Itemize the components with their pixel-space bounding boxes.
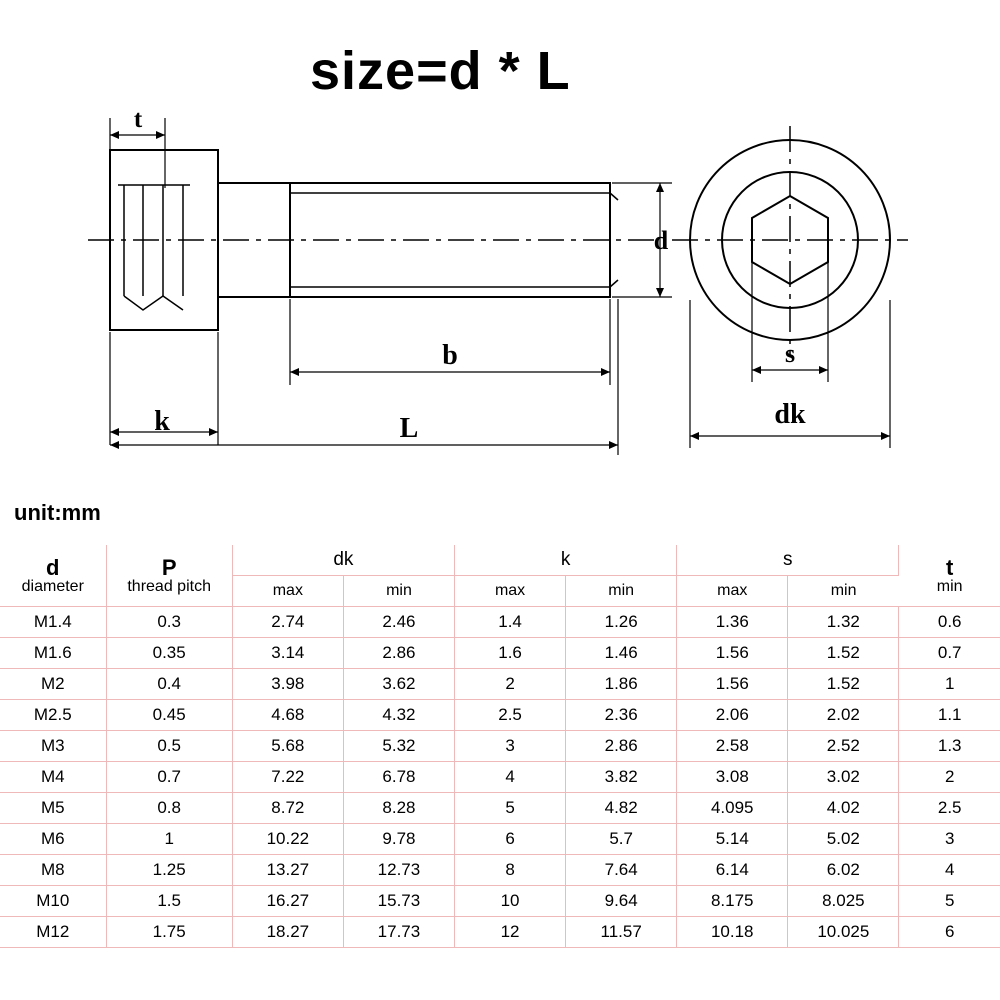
cell-dk-max: 8.72: [232, 793, 343, 824]
cell-s-max: 1.56: [677, 669, 788, 700]
cell-t-min: 2.5: [899, 793, 1000, 824]
cell-k-max: 12: [455, 917, 566, 948]
cell-k-max: 3: [455, 731, 566, 762]
cell-s-min: 2.52: [788, 731, 899, 762]
table-row: [0, 793, 1000, 824]
cell-t-min: 3: [899, 824, 1000, 855]
cell-dk-max: 10.22: [232, 824, 343, 855]
cell-dk-max: 7.22: [232, 762, 343, 793]
cell-k-max: 4: [455, 762, 566, 793]
cell-dk-min: 2.46: [343, 607, 454, 638]
label-k: k: [154, 406, 170, 437]
cell-k-max: 1.6: [455, 638, 566, 669]
header-dk: dk: [232, 545, 454, 576]
cell-k-min: 3.82: [566, 762, 677, 793]
cell-p: 0.35: [106, 638, 232, 669]
cell-d: M1.6: [0, 638, 106, 669]
cell-k-min: 7.64: [566, 855, 677, 886]
cell-d: M12: [0, 917, 106, 948]
cell-s-min: 8.025: [788, 886, 899, 917]
cell-k-max: 8: [455, 855, 566, 886]
header-t-sub: min: [936, 577, 963, 595]
cell-p: 1.25: [106, 855, 232, 886]
cell-k-max: 10: [455, 886, 566, 917]
cell-s-max: 2.58: [677, 731, 788, 762]
cell-s-min: 6.02: [788, 855, 899, 886]
cell-s-min: 10.025: [788, 917, 899, 948]
table-row: [0, 638, 1000, 669]
cell-dk-min: 5.32: [343, 731, 454, 762]
dimension-table: [0, 545, 1000, 948]
cell-d: M2: [0, 669, 106, 700]
cell-dk-min: 6.78: [343, 762, 454, 793]
cell-k-min: 9.64: [566, 886, 677, 917]
cell-dk-max: 2.74: [232, 607, 343, 638]
cell-dk-max: 3.14: [232, 638, 343, 669]
cell-d: M4: [0, 762, 106, 793]
cell-t-min: 4: [899, 855, 1000, 886]
label-d: d: [653, 226, 669, 255]
cell-p: 0.8: [106, 793, 232, 824]
header-d-sub: diameter: [21, 577, 84, 595]
cell-s-max: 8.175: [677, 886, 788, 917]
table-body: [0, 607, 1000, 948]
cell-dk-min: 9.78: [343, 824, 454, 855]
cell-p: 0.5: [106, 731, 232, 762]
cell-s-min: 3.02: [788, 762, 899, 793]
table-row: [0, 917, 1000, 948]
cell-dk-max: 13.27: [232, 855, 343, 886]
cell-t-min: 2: [899, 762, 1000, 793]
cell-dk-max: 4.68: [232, 700, 343, 731]
cell-dk-min: 12.73: [343, 855, 454, 886]
header-k-min: min: [566, 576, 677, 607]
cell-k-min: 1.26: [566, 607, 677, 638]
cell-dk-max: 5.68: [232, 731, 343, 762]
cell-p: 1.75: [106, 917, 232, 948]
cell-k-max: 2: [455, 669, 566, 700]
cell-dk-min: 15.73: [343, 886, 454, 917]
cell-k-min: 1.86: [566, 669, 677, 700]
cell-k-max: 6: [455, 824, 566, 855]
cell-dk-min: 8.28: [343, 793, 454, 824]
cell-s-max: 6.14: [677, 855, 788, 886]
header-p: [106, 545, 232, 607]
cell-t-min: 0.6: [899, 607, 1000, 638]
cell-s-max: 2.06: [677, 700, 788, 731]
cell-dk-min: 2.86: [343, 638, 454, 669]
cell-d: M3: [0, 731, 106, 762]
table-row: [0, 824, 1000, 855]
cell-dk-max: 16.27: [232, 886, 343, 917]
cell-t-min: 1.1: [899, 700, 1000, 731]
cell-s-min: 4.02: [788, 793, 899, 824]
cell-p: 1.5: [106, 886, 232, 917]
label-dk: dk: [774, 399, 806, 430]
cell-s-min: 1.32: [788, 607, 899, 638]
header-t-symbol: t: [946, 554, 954, 580]
cell-p: 0.45: [106, 700, 232, 731]
cell-s-min: 1.52: [788, 638, 899, 669]
cell-k-max: 1.4: [455, 607, 566, 638]
cell-k-max: 2.5: [455, 700, 566, 731]
header-dk-max: max: [232, 576, 343, 607]
dimension-table-wrapper: [0, 545, 1000, 948]
cell-dk-min: 4.32: [343, 700, 454, 731]
page-title: size=d * L: [310, 41, 571, 101]
table-row: [0, 855, 1000, 886]
cell-d: M1.4: [0, 607, 106, 638]
table-row: [0, 607, 1000, 638]
cell-k-min: 4.82: [566, 793, 677, 824]
cell-k-max: 5: [455, 793, 566, 824]
cell-k-min: 2.86: [566, 731, 677, 762]
cell-s-max: 5.14: [677, 824, 788, 855]
cell-d: M8: [0, 855, 106, 886]
table-row: [0, 669, 1000, 700]
cell-dk-min: 17.73: [343, 917, 454, 948]
cell-d: M2.5: [0, 700, 106, 731]
label-L: L: [399, 413, 419, 444]
header-t: [899, 545, 1000, 607]
header-dk-min: min: [343, 576, 454, 607]
label-s: s: [784, 339, 796, 368]
cell-k-min: 11.57: [566, 917, 677, 948]
table-row: [0, 886, 1000, 917]
cell-k-min: 2.36: [566, 700, 677, 731]
cell-t-min: 1.3: [899, 731, 1000, 762]
table-header-row-symbols: [0, 545, 1000, 576]
cell-s-max: 3.08: [677, 762, 788, 793]
cell-t-min: 1: [899, 669, 1000, 700]
header-s-min: min: [788, 576, 899, 607]
header-s-max: max: [677, 576, 788, 607]
cell-p: 0.7: [106, 762, 232, 793]
cell-s-max: 1.56: [677, 638, 788, 669]
label-b: b: [442, 340, 458, 371]
table-row: [0, 731, 1000, 762]
table-row: [0, 762, 1000, 793]
cell-p: 1: [106, 824, 232, 855]
cell-k-min: 1.46: [566, 638, 677, 669]
cell-t-min: 5: [899, 886, 1000, 917]
header-k-max: max: [455, 576, 566, 607]
cell-d: M10: [0, 886, 106, 917]
label-t: t: [133, 106, 143, 133]
cell-s-max: 1.36: [677, 607, 788, 638]
unit-note: unit:mm: [14, 500, 101, 525]
cell-p: 0.4: [106, 669, 232, 700]
cell-d: M5: [0, 793, 106, 824]
cell-s-min: 2.02: [788, 700, 899, 731]
cell-s-max: 10.18: [677, 917, 788, 948]
cell-t-min: 0.7: [899, 638, 1000, 669]
header-d: [0, 545, 106, 607]
header-s: s: [677, 545, 899, 576]
cell-d: M6: [0, 824, 106, 855]
cell-s-min: 5.02: [788, 824, 899, 855]
cell-p: 0.3: [106, 607, 232, 638]
header-p-symbol: P: [161, 554, 177, 580]
cell-dk-min: 3.62: [343, 669, 454, 700]
cell-dk-max: 3.98: [232, 669, 343, 700]
header-d-symbol: d: [46, 554, 60, 580]
header-p-sub: thread pitch: [127, 577, 211, 595]
header-k: k: [455, 545, 677, 576]
cell-s-max: 4.095: [677, 793, 788, 824]
cell-s-min: 1.52: [788, 669, 899, 700]
cell-t-min: 6: [899, 917, 1000, 948]
table-row: [0, 700, 1000, 731]
cell-k-min: 5.7: [566, 824, 677, 855]
cell-dk-max: 18.27: [232, 917, 343, 948]
